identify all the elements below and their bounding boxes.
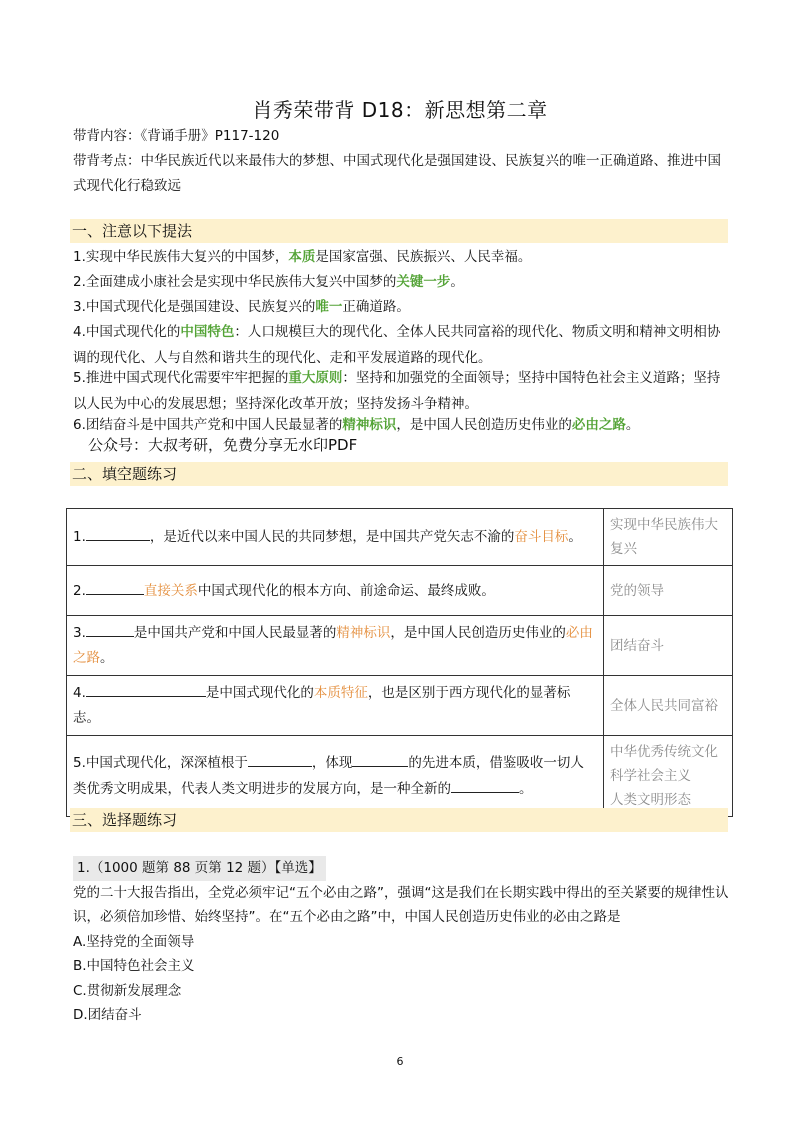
page-title: 肖秀荣带背 D18：新思想第二章 (252, 98, 548, 122)
question-cell: 4. 是中国式现代化的本质特征，也是区别于西方现代化的显著标志。 (67, 676, 604, 736)
watermark-note: 公众号：大叔考研，免费分享无水印PDF (88, 436, 358, 454)
option-b: B.中国特色社会主义 (73, 958, 195, 974)
page-number: 6 (396, 1055, 404, 1068)
question-header: 1.（1000 题第 88 页第 12 题）【单选】 (73, 856, 326, 881)
fill-blank-table (66, 508, 733, 817)
option-a: A.坚持党的全面领导 (73, 933, 195, 950)
option-c: C.贯彻新发展理念 (73, 982, 182, 999)
question-cell: 2. 直接关系中国式现代化的根本方向、前途命运、最终成败。 (67, 566, 604, 616)
list-item: 6.团结奋斗是中国共产党和中国人民最显著的精神标识，是中国人民创造历史伟业的必由之路。 (73, 417, 640, 433)
question-stem: 党的二十大报告指出，全党必须牢记“五个必由之路”，强调“这是我们在长期实践中得出的至关紧要的规律性认识，必须倍加珍惜、始终坚持”。在“五个必由之路”中，中国人民创造历史伟业的必由之路是 (73, 884, 729, 925)
table-row (67, 676, 733, 736)
question-cell: 3. 是中国共产党和中国人民最显著的精神标识，是中国人民创造历史伟业的必由之路。 (67, 616, 604, 676)
section-heading-1: 一、注意以下提法 (70, 219, 728, 243)
list-item: 4.中国式现代化的中国特色：人口规模巨大的现代化、全体人民共同富裕的现代化、物质文明和精神文明相协调的现代化、人与自然和谐共生的现代化、走和平发展道路的现代化。 (73, 324, 721, 366)
list-item: 2.全面建成小康社会是实现中华民族伟大复兴中国梦的关键一步。 (73, 274, 464, 290)
section-heading-2: 二、填空题练习 (70, 462, 728, 486)
section-heading-3: 三、选择题练习 (70, 808, 728, 832)
table-row (67, 616, 733, 676)
table-row (67, 736, 733, 817)
study-content: 带背内容：《背诵手册》P117-120 (73, 128, 280, 144)
study-points: 带背考点：中华民族近代以来最伟大的梦想、中国式现代化是强国建设、民族复兴的唯一正确道路、推进中国式现代化行稳致远 (73, 153, 721, 194)
answer-cell: 全体人民共同富裕 (604, 676, 733, 736)
option-d: D.团结奋斗 (73, 1007, 142, 1023)
list-item: 3.中国式现代化是强国建设、民族复兴的唯一正确道路。 (73, 299, 410, 315)
answer-cell: 党的领导 (604, 566, 733, 616)
list-item: 5.推进中国式现代化需要牢牢把握的重大原则：坚持和加强党的全面领导；坚持中国特色社会主义道路；坚持以人民为中心的发展思想；坚持深化改革开放；坚持发扬斗争精神。 (73, 370, 721, 412)
question-cell: 1. ，是近代以来中国人民的共同梦想，是中国共产党矢志不渝的奋斗目标。 (67, 509, 604, 566)
answer-cell: 中华优秀传统文化 科学社会主义 人类文明形态 (604, 736, 733, 817)
choice-question (73, 856, 733, 1028)
table-row (67, 566, 733, 616)
answer-cell: 实现中华民族伟大复兴 (604, 509, 733, 566)
question-cell: 5.中国式现代化，深深植根于 ，体现 的先进本质，借鉴吸收一切人类优秀文明成果，代表人类文明进步的发展方向，是一种全新的 。 (67, 736, 604, 817)
answer-cell: 团结奋斗 (604, 616, 733, 676)
list-item: 1.实现中华民族伟大复兴的中国梦，本质是国家富强、民族振兴、人民幸福。 (73, 249, 532, 265)
table-row (67, 509, 733, 566)
